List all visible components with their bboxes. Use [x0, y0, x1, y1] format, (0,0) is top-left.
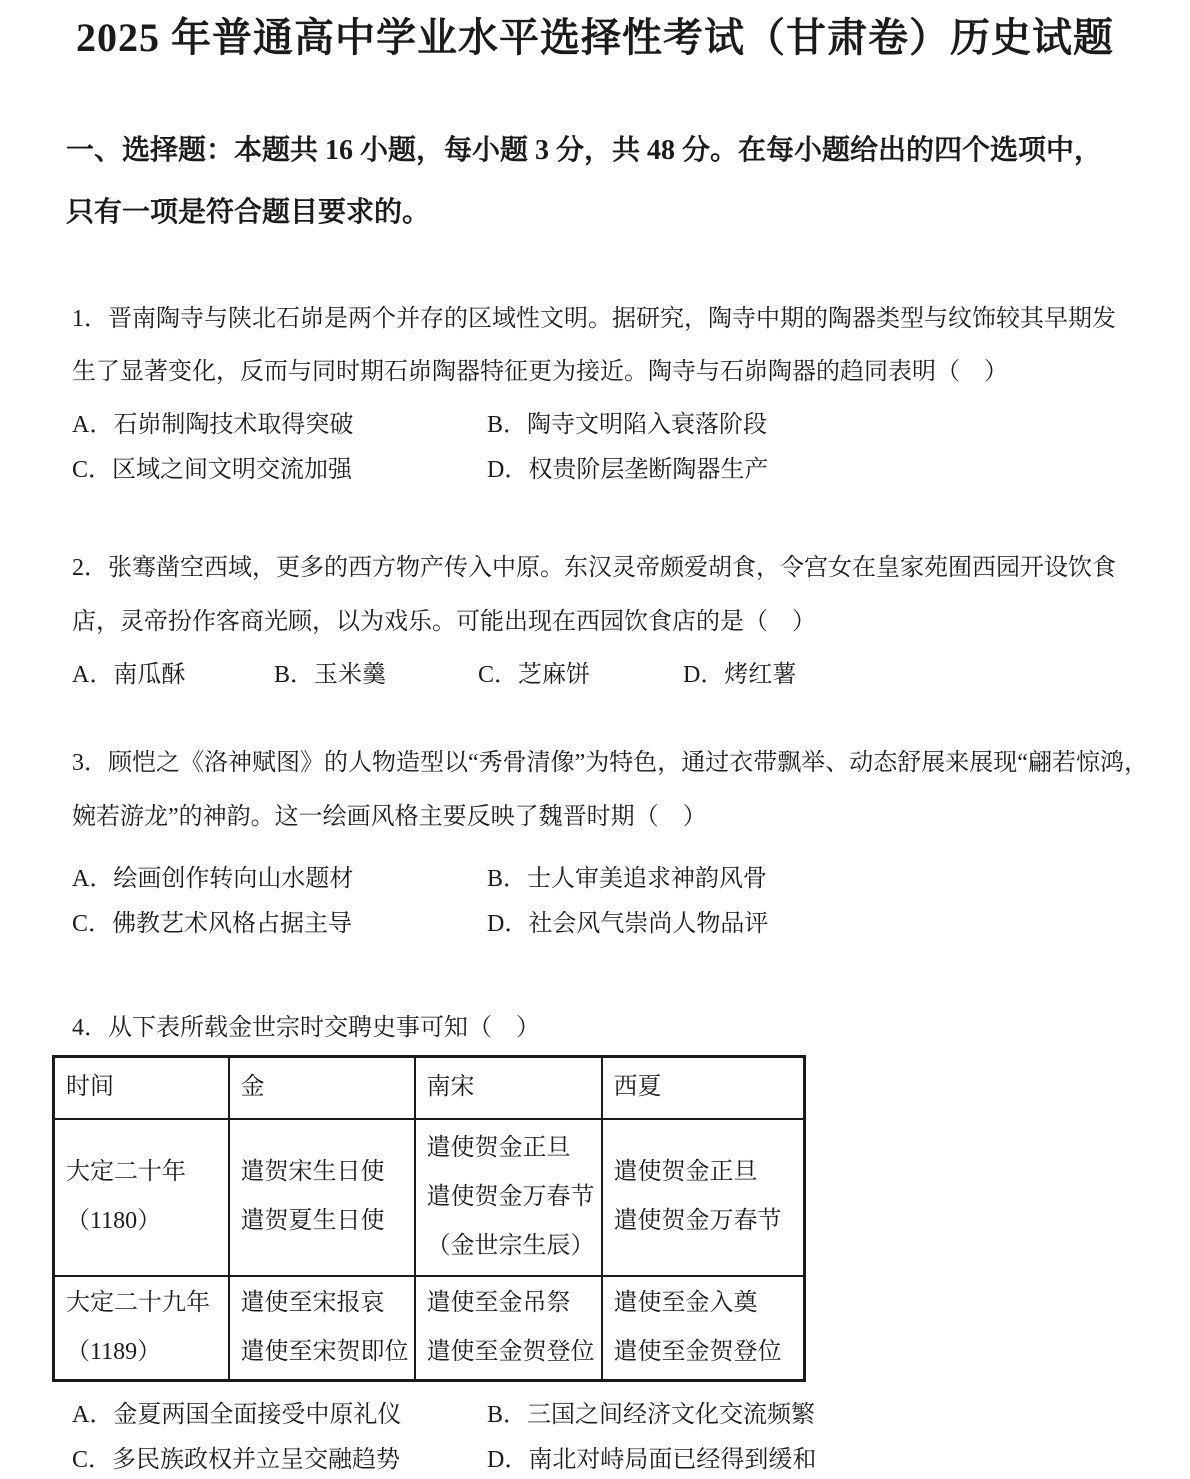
question-1-option-c: C．区域之间文明交流加强	[72, 457, 353, 483]
question-2-stem-line-2: 店，灵帝扮作客商光顾，以为戏乐。可能出现在西园饮食店的是（ ）	[72, 609, 816, 635]
question-2-option-b: B．玉米羹	[274, 662, 387, 688]
table-row-1180	[54, 1119, 805, 1276]
table-cell-line: 遣使至金入奠	[613, 1289, 758, 1316]
table-header-label: 金	[240, 1074, 265, 1101]
table-cell-line: 遣使至金吊祭	[426, 1289, 571, 1316]
table-cell-line: 大定二十年	[66, 1159, 186, 1185]
table-cell-line: （1180）	[66, 1208, 162, 1234]
table-row-1189	[54, 1276, 805, 1381]
table-header-cell-nansong	[415, 1057, 602, 1119]
table-cell	[415, 1119, 602, 1276]
question-1-option-a: A．石峁制陶技术取得突破	[72, 412, 354, 438]
table-cell-line: 遣使贺金万春节	[426, 1183, 595, 1210]
table-cell-line: 大定二十九年	[66, 1289, 210, 1316]
table-cell	[54, 1276, 229, 1381]
table-header-cell-jin	[229, 1057, 415, 1119]
table-cell-line: 遣使至宋报哀	[240, 1289, 385, 1316]
question-1-stem-line-2: 生了显著变化，反而与同时期石峁陶器特征更为接近。陶寺与石峁陶器的趋同表明（ ）	[72, 359, 1008, 385]
question-2-option-d: D．烤红薯	[683, 662, 797, 688]
table-cell	[229, 1119, 415, 1276]
table-cell	[415, 1276, 602, 1381]
question-3-option-a: A．绘画创作转向山水题材	[72, 866, 354, 892]
table-cell	[602, 1119, 805, 1276]
question-1-option-d: D．权贵阶层垄断陶器生产	[487, 457, 769, 483]
table-header-label: 西夏	[613, 1074, 662, 1101]
question-3-option-c: C．佛教艺术风格占据主导	[72, 911, 353, 937]
table-cell-line: （1189）	[66, 1338, 162, 1365]
question-3-stem-line-1: 3．顾恺之《洛神赋图》的人物造型以“秀骨清像”为特色，通过衣带飘举、动态舒展来展现“翩若惊鸿，	[72, 750, 1148, 776]
question-4-history-table	[52, 1055, 806, 1382]
question-3-option-b: B．士人审美追求神韵风骨	[487, 866, 768, 892]
table-cell-line: 遣贺夏生日使	[240, 1208, 385, 1234]
table-cell-line: 遣贺宋生日使	[240, 1159, 385, 1185]
page-title: 2025 年普通高中学业水平选择性考试（甘肃卷）历史试题	[76, 15, 1114, 60]
table-cell-line: （金世宗生辰）	[426, 1232, 595, 1259]
question-2-option-a: A．南瓜酥	[72, 662, 186, 688]
question-2-option-c: C．芝麻饼	[478, 662, 591, 688]
table-header-cell-xixia	[602, 1057, 805, 1119]
table-cell	[602, 1276, 805, 1381]
table-cell-line: 遣使至金贺登位	[426, 1338, 595, 1365]
table-cell	[229, 1276, 415, 1381]
question-3-stem-line-2: 婉若游龙”的神韵。这一绘画风格主要反映了魏晋时期（ ）	[72, 804, 707, 830]
table-cell-line: 遣使贺金万春节	[613, 1208, 782, 1234]
question-4-option-b: B．三国之间经济文化交流频繁	[487, 1402, 816, 1428]
section-heading-line-1: 一、选择题：本题共 16 小题，每小题 3 分，共 48 分。在每小题给出的四个选项中，	[66, 135, 1103, 166]
table-cell-line: 遣使至宋贺即位	[240, 1338, 409, 1365]
table-header-row	[54, 1057, 805, 1119]
table-cell	[54, 1119, 229, 1276]
table-cell-line: 遣使至金贺登位	[613, 1338, 782, 1365]
table-cell-line: 遣使贺金正旦	[613, 1159, 758, 1185]
question-4-option-a: A．金夏两国全面接受中原礼仪	[72, 1402, 402, 1428]
question-4-option-d: D．南北对峙局面已经得到缓和	[487, 1447, 817, 1473]
question-4-stem-line-1: 4．从下表所载金世宗时交聘史事可知（ ）	[72, 1015, 540, 1041]
section-heading-line-2: 只有一项是符合题目要求的。	[66, 197, 431, 228]
table-header-label: 南宋	[426, 1074, 475, 1101]
table-cell-line: 遣使贺金正旦	[426, 1134, 571, 1161]
question-4-option-c: C．多民族政权并立呈交融趋势	[72, 1447, 401, 1473]
table-header-label: 时间	[66, 1074, 114, 1101]
question-1-stem-line-1: 1．晋南陶寺与陕北石峁是两个并存的区域性文明。据研究，陶寺中期的陶器类型与纹饰较其早期发	[72, 306, 1116, 332]
question-1-option-b: B．陶寺文明陷入衰落阶段	[487, 412, 768, 438]
table-header-cell-time	[54, 1057, 229, 1119]
question-3-option-d: D．社会风气崇尚人物品评	[487, 911, 769, 937]
question-2-stem-line-1: 2．张骞凿空西域，更多的西方物产传入中原。东汉灵帝颇爱胡食，令宫女在皇家苑囿西园开设饮食	[72, 555, 1116, 581]
